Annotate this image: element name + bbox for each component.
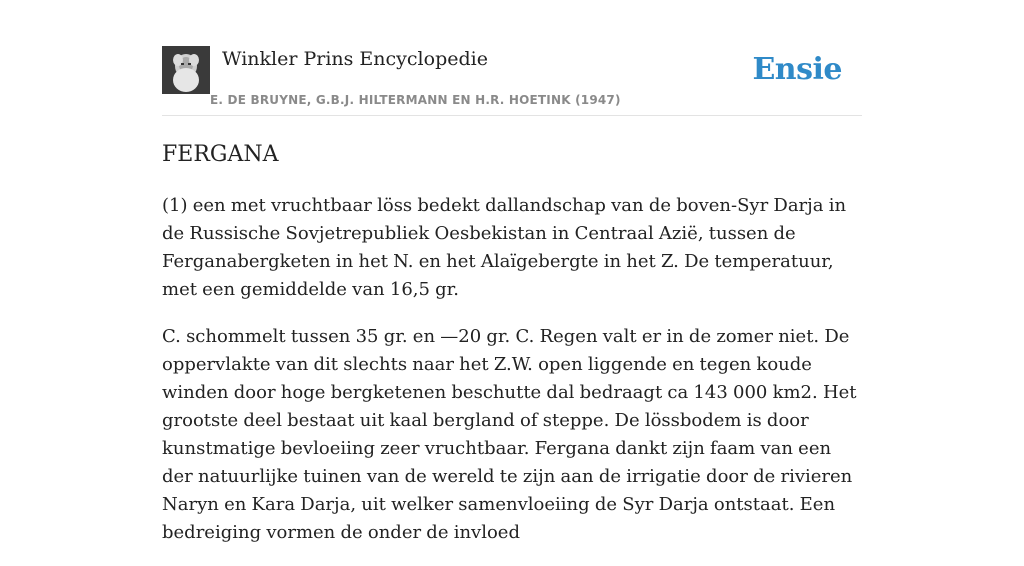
authors-line: E. DE BRUYNE, G.B.J. HILTERMANN EN H.R. HOETINK (1947) [210,93,621,107]
article-paragraph: (1) een met vruchtbaar löss bedekt dallandschap van de boven-Syr Darja in de Russische Sovjetrepubliek Oesbekistan in Centraal Azië, tussen de Ferganabergketen in het N. en het Alaïgebergte in het Z. De temperatuur, met een gemiddelde van 16,5 gr. [162,195,847,300]
ensie-logo[interactable]: Ensie [752,52,842,87]
portrait-image [162,46,210,94]
page-header [162,46,862,116]
entry-title: FERGANA [162,142,279,167]
article-paragraph: C. schommelt tussen 35 gr. en —20 gr. C. Regen valt er in de zomer niet. De oppervlakte van dit slechts naar het Z.W. open liggende en tegen koude winden door hoge bergketenen beschutte dal bedraagt ca 143 000 km2. Het grootste deel bestaat uit kaal bergland of steppe. De lössbodem is door kunstmatige bevloeiing zeer vruchtbaar. Fergana dankt zijn faam van een der natuurlijke tuinen van de wereld te zijn aan de irrigatie door de rivieren Naryn en Kara Darja, uit welker samenvloeiing de Syr Darja ontstaat. Een bedreiging vormen de onder de invloed [162,326,857,543]
article-body [162,192,862,566]
author-avatar[interactable] [162,46,210,94]
source-title[interactable]: Winkler Prins Encyclopedie [222,48,488,70]
